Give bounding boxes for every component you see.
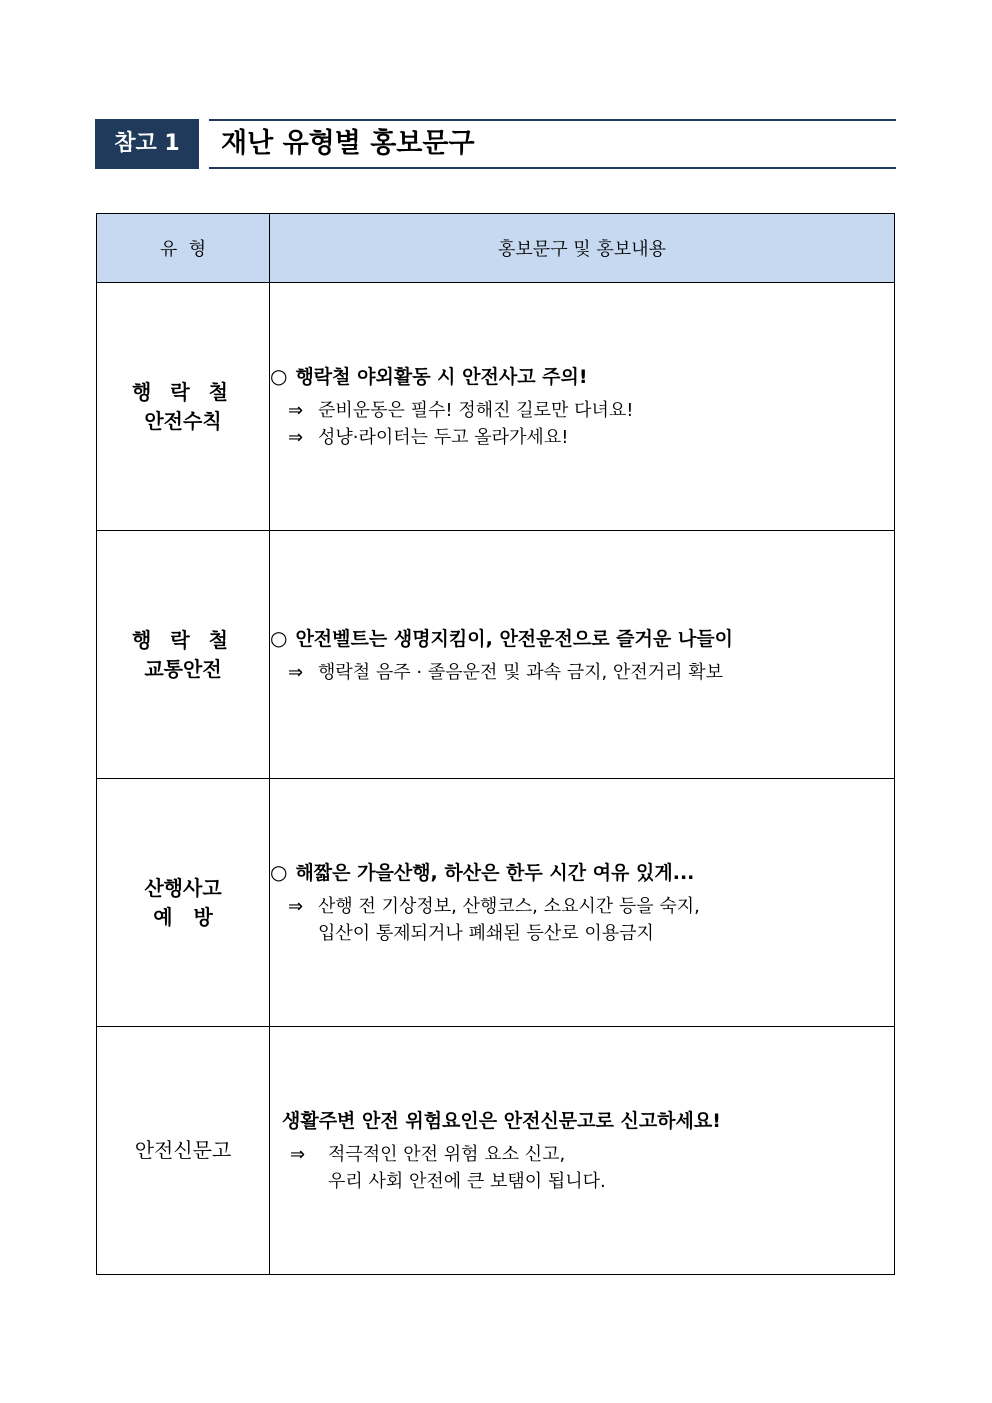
arrow-icon: ⇒: [288, 427, 304, 448]
arrow-icon: ⇒: [288, 400, 304, 421]
detail-text: 성냥·라이터는 두고 올라가세요!: [318, 427, 569, 448]
headline-text: 안전벨트는 생명지킴이, 안전운전으로 즐거운 나들이: [295, 627, 733, 650]
arrow-icon: ⇒: [288, 661, 304, 683]
table-row: [97, 531, 895, 779]
type-label-line2: 교통안전: [144, 656, 222, 681]
circle-bullet-icon: ○: [270, 364, 288, 388]
table-header-row: [97, 214, 895, 283]
content-cell: [270, 1027, 895, 1275]
circle-bullet-icon: ○: [270, 860, 288, 884]
type-label-line1: 행 락 철: [132, 379, 234, 404]
detail-line: [270, 1141, 894, 1168]
headline: [270, 624, 894, 653]
type-cell: [97, 283, 270, 531]
detail-text: 입산이 통제되거나 폐쇄된 등산로 이용금지: [318, 923, 654, 944]
detail-text: 행락철 음주 · 졸음운전 및 과속 금지, 안전거리 확보: [318, 661, 723, 683]
title-box: [209, 119, 896, 169]
type-label-line1: 산행사고: [144, 875, 222, 900]
promo-table: [96, 213, 895, 1275]
table-row: [97, 1027, 895, 1275]
detail-text: 준비운동은 필수! 정해진 길로만 다녀요!: [318, 400, 634, 421]
type-label-line1: 행 락 철: [132, 627, 234, 652]
content-cell: [270, 283, 895, 531]
detail-line: [270, 397, 894, 424]
type-label-line2: 예 방: [153, 904, 213, 929]
circle-bullet-icon: ○: [270, 625, 288, 650]
table-row: [97, 283, 895, 531]
detail-line: [270, 424, 894, 451]
headline-text: 행락철 야외활동 시 안전사고 주의!: [295, 366, 588, 388]
page-title: 재난 유형별 홍보문구: [221, 128, 475, 159]
detail-line-continued: [270, 920, 894, 947]
type-cell: [97, 1027, 270, 1275]
arrow-icon: ⇒: [290, 1143, 306, 1165]
content-cell: [270, 531, 895, 779]
arrow-icon: ⇒: [288, 896, 304, 917]
detail-line: [270, 659, 894, 686]
detail-text: 산행 전 기상정보, 산행코스, 소요시간 등을 숙지,: [318, 896, 700, 917]
detail-line: [270, 893, 894, 920]
headline: [270, 1107, 894, 1135]
detail-text: 우리 사회 안전에 큰 보탬이 됩니다.: [328, 1170, 606, 1192]
type-cell: [97, 531, 270, 779]
headline-text: 생활주변 안전 위험요인은 안전신문고로 신고하세요!: [282, 1109, 721, 1132]
type-label-line1: 안전신문고: [134, 1138, 232, 1162]
reference-tag: 참고 1: [95, 119, 199, 169]
detail-text: 적극적인 안전 위험 요소 신고,: [328, 1143, 566, 1165]
type-cell: [97, 779, 270, 1027]
detail-line-continued: [270, 1168, 894, 1195]
headline: [270, 858, 894, 887]
headline-text: 해짧은 가을산행, 하산은 한두 시간 여유 있게...: [295, 862, 695, 884]
table-row: [97, 779, 895, 1027]
col-header-content: 홍보문구 및 홍보내용: [270, 214, 895, 283]
headline: [270, 362, 894, 391]
section-header: [95, 119, 896, 169]
col-header-type: 유 형: [97, 214, 270, 283]
type-label-line2: 안전수칙: [144, 408, 222, 433]
content-cell: [270, 779, 895, 1027]
